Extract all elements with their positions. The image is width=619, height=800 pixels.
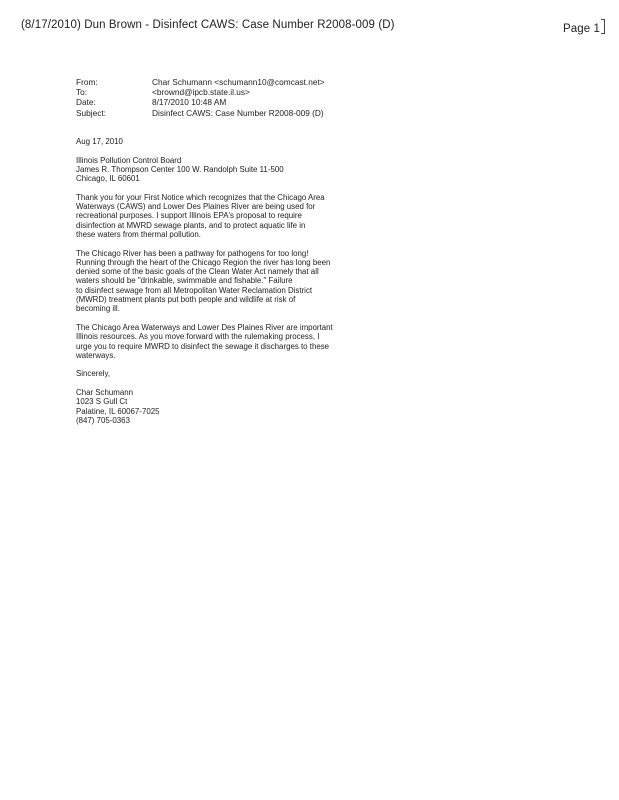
email-meta xyxy=(76,77,325,118)
paragraph-line: becoming ill. xyxy=(76,304,120,314)
meta-row-subject xyxy=(76,108,325,118)
header-page-number xyxy=(563,19,605,35)
meta-label: Subject: xyxy=(76,107,106,118)
closing-line: Sincerely, xyxy=(76,369,111,379)
meta-value-date: 8/17/2010 10:48 AM xyxy=(152,97,227,108)
meta-row-date xyxy=(76,97,325,107)
paragraph-line: urge you to require MWRD to disinfect the sewage it discharges to these xyxy=(76,341,330,351)
signature-city: Palatine, IL 60067-7025 xyxy=(76,406,160,416)
signature-name: Char Schumann xyxy=(76,388,134,398)
signature-street: 1023 S Gull Ct xyxy=(76,397,128,407)
signature-phone: (847) 705-0363 xyxy=(76,415,130,425)
meta-value-from: Char Schumann <schumann10@comcast.net> xyxy=(152,77,325,87)
meta-label: Date: xyxy=(76,97,96,108)
paragraph-3 xyxy=(76,323,351,360)
paragraph-line: Illinois resources. As you move forward with the rulemaking process, I xyxy=(76,332,320,342)
paragraph-2 xyxy=(76,249,351,314)
signature-block xyxy=(76,388,351,425)
paragraph-line: Thank you for your First Notice which recognizes that the Chicago Area xyxy=(76,192,325,202)
letter-body xyxy=(76,137,351,435)
address-line: James R. Thompson Center 100 W. Randolph Suite 11-500 xyxy=(76,164,284,174)
paragraph-line: (MWRD) treatment plants put both people and wildlife at risk of xyxy=(76,295,296,305)
paragraph-1 xyxy=(76,193,351,239)
paragraph-line: The Chicago Area Waterways and Lower Des Plaines River are important xyxy=(76,322,333,332)
recipient-address xyxy=(76,156,351,184)
meta-label: From: xyxy=(76,77,98,87)
paragraph-line: waterways. xyxy=(76,350,116,360)
closing xyxy=(76,369,351,378)
meta-label: To: xyxy=(76,87,88,98)
header-title: (8/17/2010) Dun Brown - Disinfect CAWS: Case Number R2008-009 (D) xyxy=(21,19,395,31)
paragraph-line: to disinfect sewage from all Metropolitan Water Reclamation District xyxy=(76,285,313,295)
paragraph-line: Waterways (CAWS) and Lower Des Plaines River are being used for xyxy=(76,202,316,212)
paragraph-line: Running through the heart of the Chicago Region the river has long been xyxy=(76,257,331,267)
meta-value-to: <brownd@ipcb.state.il.us> xyxy=(152,87,250,98)
letter-date xyxy=(76,137,351,146)
meta-row-from xyxy=(76,77,325,87)
paragraph-line: denied some of the basic goals of the Clean Water Act namely that all xyxy=(76,267,319,277)
meta-row-to xyxy=(76,87,325,97)
address-line: Illinois Pollution Control Board xyxy=(76,155,182,165)
paragraph-line: The Chicago River has been a pathway for pathogens for too long! xyxy=(76,248,309,258)
paragraph-line: these waters from thermal pollution. xyxy=(76,229,201,239)
page-corner-mark xyxy=(601,19,605,34)
date-line: Aug 17, 2010 xyxy=(76,137,123,146)
page-header xyxy=(21,19,605,35)
page-label: Page 1 xyxy=(562,23,600,35)
paragraph-line: disinfection at MWRD sewage plants, and to protect aquatic life in xyxy=(76,220,306,230)
paragraph-line: recreational purposes. I support Illinois EPA's proposal to require xyxy=(76,211,302,221)
meta-value-subject: Disinfect CAWS: Case Number R2008-009 (D) xyxy=(152,107,324,118)
address-line: Chicago, IL 60601 xyxy=(76,174,140,184)
paragraph-line: waters should be "drinkable, swimmable and fishable." Failure xyxy=(76,276,293,286)
